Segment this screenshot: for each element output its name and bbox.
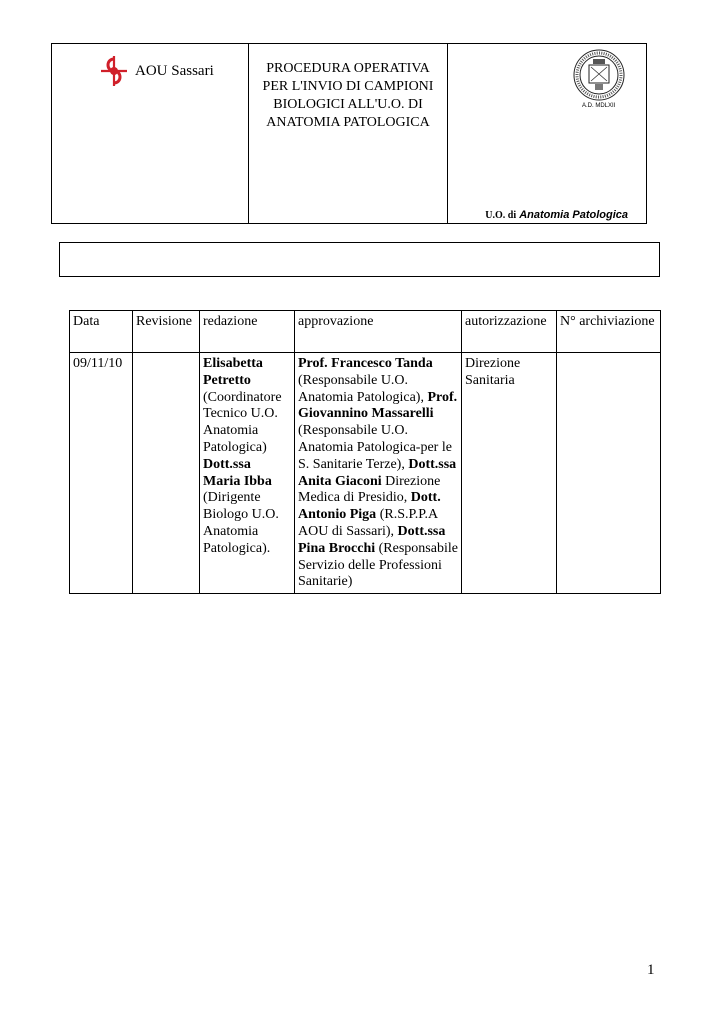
revision-table [69,310,661,594]
header-revisione: Revisione [133,311,200,353]
cell-revision [133,353,200,594]
person-name: Dott.ssa Anita Giaconi [298,456,457,489]
header-redazione: redazione [200,311,295,353]
role-text: Direzione Medica di Presidio, [298,473,441,506]
role-text: (Dirigente Biologo U.O. Anatomia Patologica). [203,490,279,556]
role-text: (Coordinatore Tecnico U.O. Anatomia Patologica) [203,389,282,455]
role-text: (Responsabile U.O. Anatomia Patologica-per le S. Sanitarie Terze), [298,423,452,472]
role-text: (R.S.P.P.A AOU di Sassari), [298,507,438,539]
cell-autorizzazione: Direzione Sanitaria [462,353,557,594]
aou-logo-icon [99,56,129,86]
university-seal-icon [573,49,625,101]
seal-year: A.D. MDLXII [582,103,616,109]
page-number: 1 [647,962,655,978]
role-text: (Responsabile U.O. Anatomia Patologica), [298,372,428,405]
table-header-row [70,311,661,353]
header-autorizzazione: autorizzazione [462,311,557,353]
unit-prefix: U.O. di [485,210,517,221]
person-name: Dott. Antonio Piga [298,490,441,523]
cell-redazione [200,353,295,594]
document-header [51,43,647,224]
role-text: (Responsabile Servizio delle Professioni Sanitarie) [298,540,458,590]
person-name: Dott.ssa Pina Brocchi [298,523,446,556]
unit-label [485,209,628,221]
header-archiviazione: N° archiviazione [557,311,661,353]
header-logo-cell [52,44,249,223]
unit-name: Anatomia Patologica [519,209,628,221]
empty-notes-box [59,242,660,277]
cell-date: 09/11/10 [70,353,133,594]
person-name: Prof. Giovannino Massarelli [298,389,458,422]
header-data: Data [70,311,133,353]
document-title: PROCEDURA OPERATIVA PER L'INVIO DI CAMPIONI BIOLOGICI ALL'U.O. DI ANATOMIA PATOLOGICA [262,61,434,130]
person-name: Dott.ssa Maria Ibba [203,456,272,489]
org-name: AOU Sassari [135,62,214,79]
cell-approvazione [295,353,462,594]
person-name: Prof. Francesco Tanda [298,356,433,371]
header-seal-cell [448,44,646,223]
aou-logo [99,56,214,86]
cell-archiviazione [557,353,661,594]
person-name: Elisabetta Petretto [203,356,263,388]
table-row [70,353,661,594]
header-approvazione: approvazione [295,311,462,353]
header-title-cell [249,44,448,223]
